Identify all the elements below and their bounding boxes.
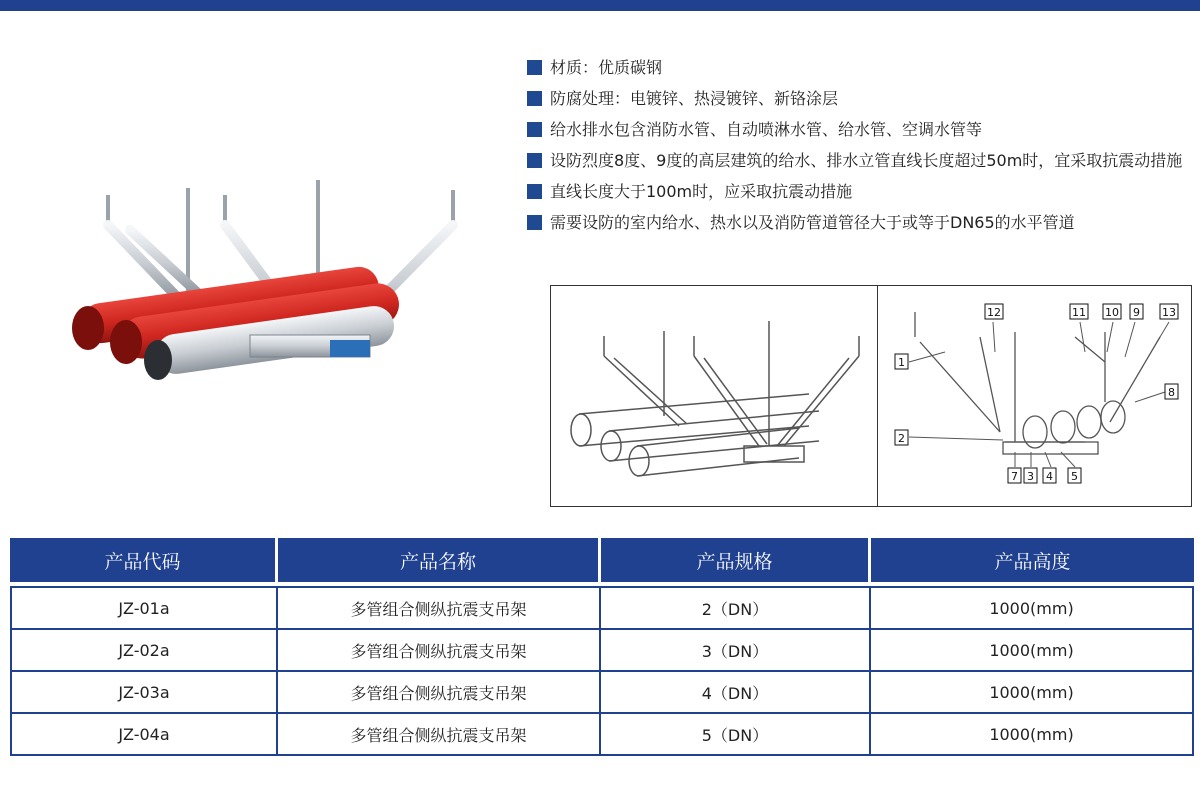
cell-name: 多管组合侧纵抗震支吊架	[278, 630, 601, 672]
feature-item	[527, 55, 1187, 81]
callout-label: 3	[1027, 470, 1034, 483]
feature-text: 设防烈度8度、9度的高层建筑的给水、排水立管直线长度超过50m时，宜采取抗震动措施	[550, 151, 1183, 170]
feature-text: 给水排水包含消防水管、自动喷淋水管、给水管、空调水管等	[550, 120, 983, 139]
bullet-square-icon	[527, 153, 542, 168]
column-header: 产品代码	[10, 538, 278, 582]
callout-label: 4	[1046, 470, 1053, 483]
cell-name: 多管组合侧纵抗震支吊架	[278, 586, 601, 630]
feature-text: 直线长度大于100m时，应采取抗震动措施	[550, 182, 853, 201]
column-header: 产品高度	[871, 538, 1194, 582]
feature-item	[527, 117, 1187, 143]
cell-height: 1000(mm)	[871, 586, 1194, 630]
bullet-square-icon	[527, 60, 542, 75]
cell-name: 多管组合侧纵抗震支吊架	[278, 714, 601, 756]
column-header: 产品规格	[601, 538, 871, 582]
panel-divider	[877, 286, 878, 506]
spec-table	[10, 538, 1194, 756]
diagram-panel	[550, 285, 1192, 507]
feature-item	[527, 210, 1187, 236]
callout-label: 11	[1072, 306, 1086, 319]
callout-label: 8	[1168, 386, 1175, 399]
callout-label: 12	[987, 306, 1001, 319]
product-photo	[40, 170, 520, 410]
feature-item	[527, 148, 1187, 174]
numbered-callout-diagram	[885, 292, 1187, 502]
callout-label: 5	[1071, 470, 1078, 483]
column-header: 产品名称	[278, 538, 601, 582]
feature-item	[527, 179, 1187, 205]
table-row	[10, 714, 1194, 756]
cell-spec: 3（DN）	[601, 630, 871, 672]
callout-label: 13	[1162, 306, 1176, 319]
cell-code: JZ-04a	[10, 714, 278, 756]
cell-code: JZ-03a	[10, 672, 278, 714]
callout-label: 7	[1011, 470, 1018, 483]
feature-text: 防腐处理：电镀锌、热浸镀锌、新铬涂层	[550, 89, 839, 108]
cell-code: JZ-01a	[10, 586, 278, 630]
feature-list	[527, 55, 1187, 241]
cell-spec: 4（DN）	[601, 672, 871, 714]
line-sketch-diagram	[559, 296, 869, 496]
callout-label: 2	[898, 432, 905, 445]
bullet-square-icon	[527, 91, 542, 106]
feature-text: 需要设防的室内给水、热水以及消防管道管径大于或等于DN65的水平管道	[550, 213, 1075, 232]
cell-height: 1000(mm)	[871, 714, 1194, 756]
feature-item	[527, 86, 1187, 112]
table-row	[10, 672, 1194, 714]
bullet-square-icon	[527, 122, 542, 137]
table-row	[10, 586, 1194, 630]
table-header-row	[10, 538, 1194, 582]
top-banner-bar	[0, 0, 1200, 11]
callout-label: 10	[1105, 306, 1119, 319]
cell-height: 1000(mm)	[871, 672, 1194, 714]
table-row	[10, 630, 1194, 672]
bullet-square-icon	[527, 215, 542, 230]
cell-spec: 5（DN）	[601, 714, 871, 756]
cell-spec: 2（DN）	[601, 586, 871, 630]
cell-name: 多管组合侧纵抗震支吊架	[278, 672, 601, 714]
cell-height: 1000(mm)	[871, 630, 1194, 672]
feature-text: 材质：优质碳钢	[550, 58, 663, 77]
bullet-square-icon	[527, 184, 542, 199]
callout-label: 9	[1133, 306, 1140, 319]
cell-code: JZ-02a	[10, 630, 278, 672]
callout-label: 1	[898, 356, 905, 369]
